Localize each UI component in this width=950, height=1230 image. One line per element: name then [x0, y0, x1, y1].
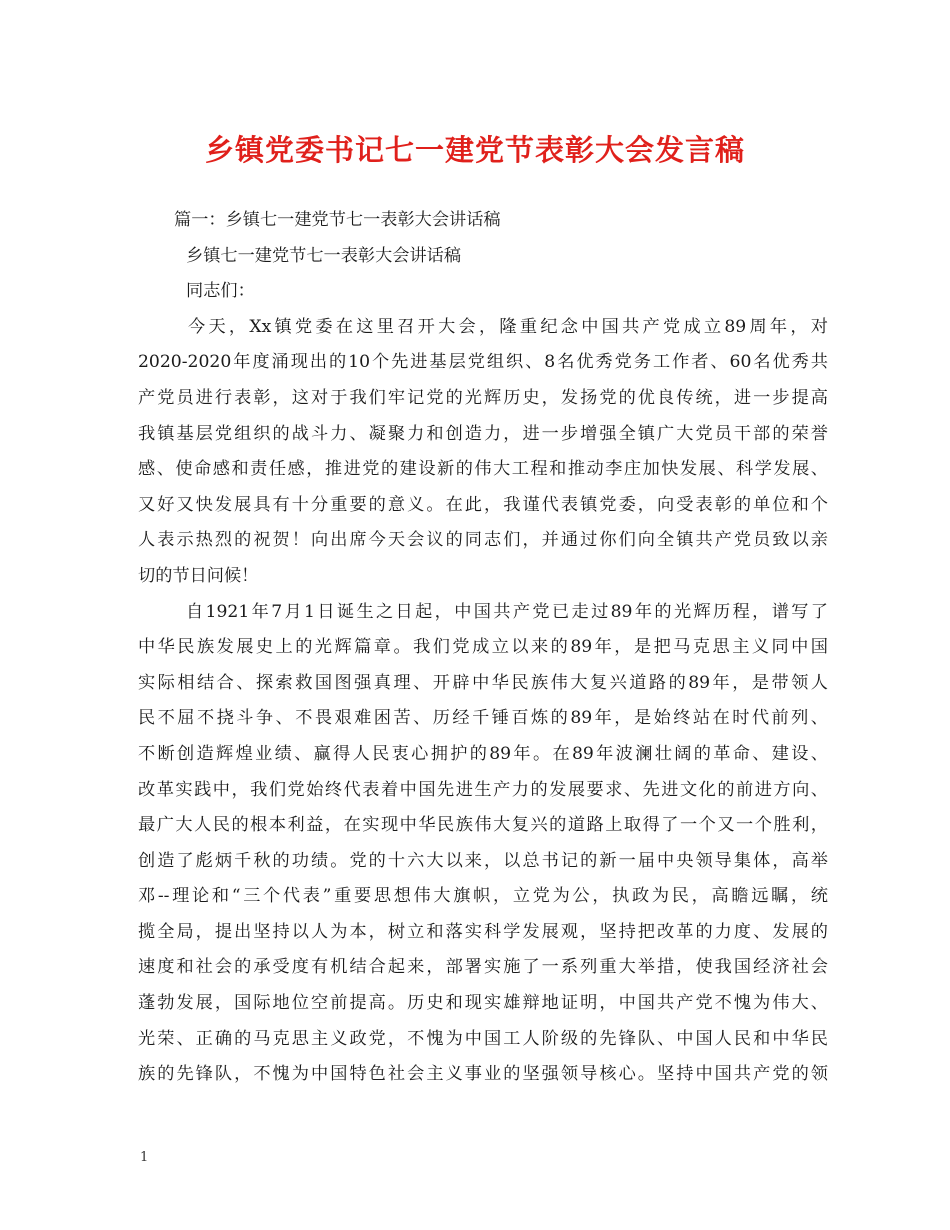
document-body — [138, 203, 828, 1093]
paragraph-1-line: 感、使命感和责任感，推进党的建设新的伟大工程和推动李庄加快发展、科学发展、 — [138, 459, 828, 480]
paragraph-2-line: 实际相结合、探索救国图强真理、开辟中华民族伟大复兴道路的89年，是带领人 — [138, 672, 828, 693]
paragraph-1-line: 又好又快发展具有十分重要的意义。在此，我谨代表镇党委，向受表彰的单位和个 — [138, 494, 828, 515]
salutation: 同志们： — [186, 281, 255, 302]
paragraph-2-line: 蓬勃发展，国际地位空前提高。历史和现实雄辩地证明，中国共产党不愧为伟大、 — [138, 993, 828, 1014]
section-heading: 篇一：乡镇七一建党节七一表彰大会讲话稿 — [174, 210, 501, 230]
paragraph-2-line: 揽全局，提出坚持以人为本，树立和落实科学发展观，坚持把改革的力度、发展的 — [138, 921, 828, 942]
paragraph-2-line: 自1921年7月1日诞生之日起，中国共产党已走过89年的光辉历程，谱写了 — [186, 601, 828, 622]
paragraph-2-line: 民不屈不挠斗争、不畏艰难困苦、历经千锤百炼的89年，是始终站在时代前列、 — [138, 708, 828, 729]
paragraph-2-line: 不断创造辉煌业绩、赢得人民衷心拥护的89年。在89年波澜壮阔的革命、建设、 — [138, 743, 828, 764]
paragraph-2-line: 创造了彪炳千秋的功绩。党的十六大以来，以总书记的新一届中央领导集体，高举 — [138, 850, 828, 871]
paragraph-2-line: 邓--理论和“三个代表”重要思想伟大旗帜，立党为公，执政为民，高瞻远瞩，统 — [138, 886, 828, 907]
paragraph-2-line: 族的先锋队，不愧为中国特色社会主义事业的坚强领导核心。坚持中国共产党的领 — [138, 1064, 828, 1085]
paragraph-1-line: 2020-2020年度涌现出的10个先进基层党组织、8名优秀党务工作者、60名优秀共 — [138, 352, 828, 373]
document-title: 乡镇党委书记七一建党节表彰大会发言稿 — [204, 133, 745, 167]
paragraph-2-line: 最广大人民的根本利益，在实现中华民族伟大复兴的道路上取得了一个又一个胜利， — [138, 815, 828, 836]
paragraph-2-line: 改革实践中，我们党始终代表着中国先进生产力的发展要求、先进文化的前进方向、 — [138, 779, 828, 800]
speech-title: 乡镇七一建党节七一表彰大会讲话稿 — [186, 245, 462, 266]
paragraph-1-line: 切的节日问候！ — [138, 565, 259, 586]
paragraph-2-line: 光荣、正确的马克思主义政党，不愧为中国工人阶级的先锋队、中国人民和中华民 — [138, 1028, 828, 1049]
paragraph-2-line: 中华民族发展史上的光辉篇章。我们党成立以来的89年，是把马克思主义同中国 — [138, 637, 828, 658]
page-number: 1 — [140, 1150, 149, 1165]
paragraph-1-line: 产党员进行表彰，这对于我们牢记党的光辉历史，发扬党的优良传统，进一步提高 — [138, 387, 828, 408]
paragraph-1-line: 今天，Xx镇党委在这里召开大会，隆重纪念中国共产党成立89周年，对 — [188, 316, 828, 337]
paragraph-1-line: 人表示热烈的祝贺！向出席今天会议的同志们，并通过你们向全镇共产党员致以亲 — [138, 530, 828, 551]
paragraph-1-line: 我镇基层党组织的战斗力、凝聚力和创造力，进一步增强全镇广大党员干部的荣誉 — [138, 423, 828, 444]
paragraph-2-line: 速度和社会的承受度有机结合起来，部署实施了一系列重大举措，使我国经济社会 — [138, 957, 828, 978]
